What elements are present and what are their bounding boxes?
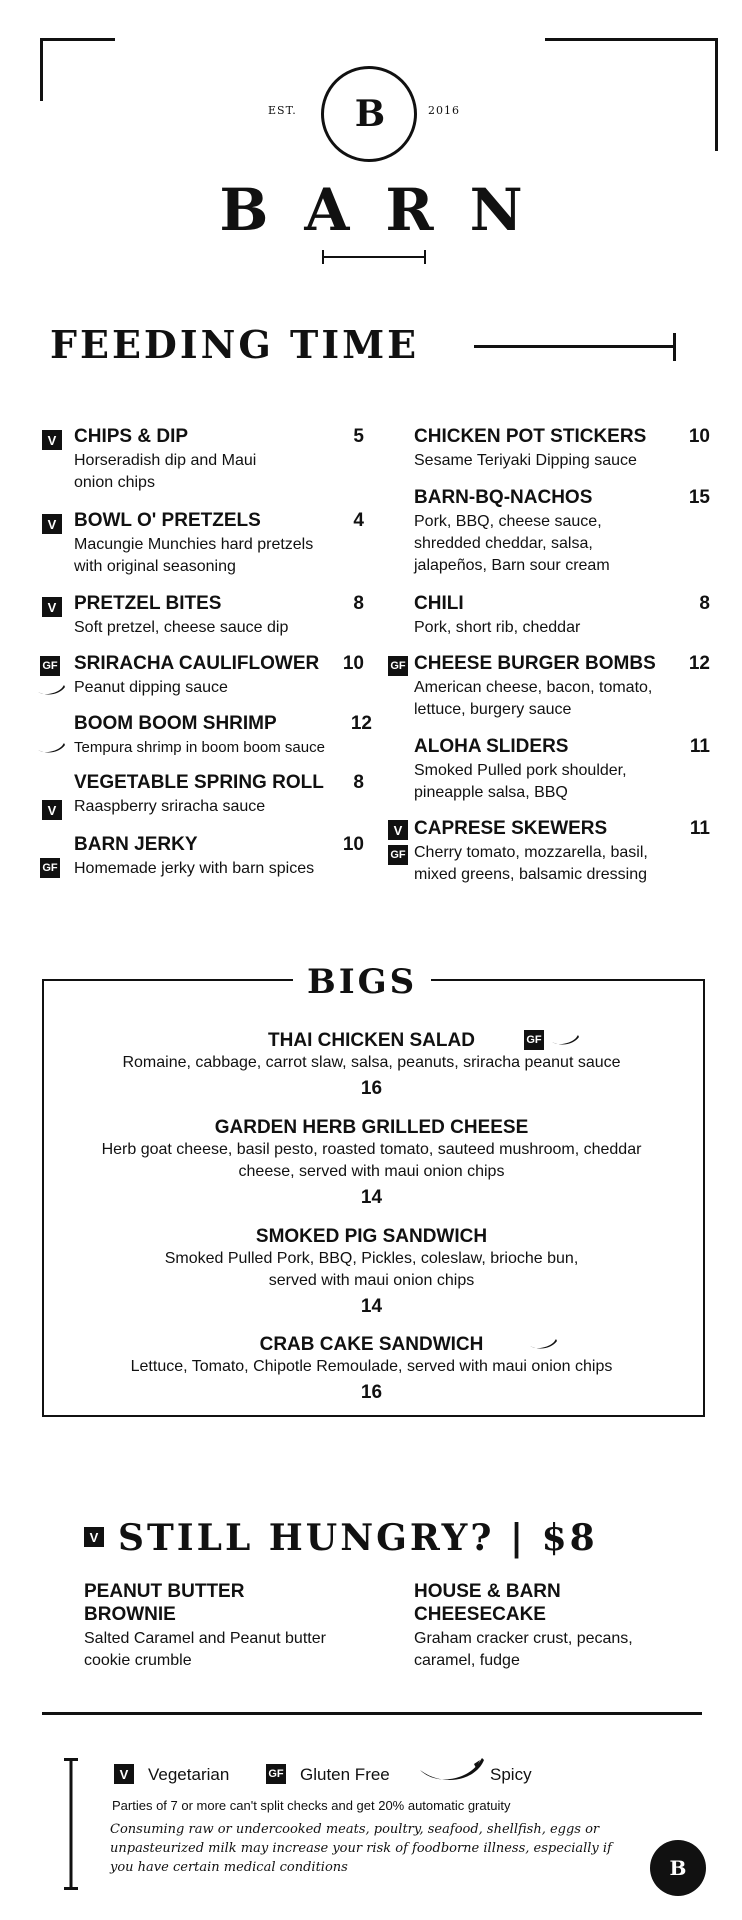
item-name: CHILI bbox=[414, 593, 464, 614]
corner-frame-right bbox=[545, 38, 718, 151]
gluten-free-tag: GF bbox=[40, 656, 60, 676]
item-price: 11 bbox=[689, 818, 710, 839]
item-desc: Soft pretzel, cheese sauce dip bbox=[74, 619, 289, 636]
item-desc: Pork, BBQ, cheese sauce, shredded cheddar, salsa, jalapeños, Barn sour cream bbox=[414, 513, 610, 574]
item-name: SRIRACHA CAULIFLOWER bbox=[74, 653, 320, 674]
item-name: BOWL O' PRETZELS bbox=[74, 510, 261, 531]
item-price: 10 bbox=[688, 426, 710, 447]
bigs-title: BIGS bbox=[293, 962, 431, 1002]
item-name: PRETZEL BITES bbox=[74, 593, 222, 614]
dessert-item bbox=[414, 1580, 684, 1672]
menu-item bbox=[74, 713, 372, 759]
vegetarian-tag: V bbox=[114, 1764, 134, 1784]
item-desc: Raaspberry sriracha sauce bbox=[74, 798, 266, 815]
menu-item bbox=[74, 653, 364, 699]
item-desc: American cheese, bacon, tomato, lettuce, burgery sauce bbox=[414, 679, 653, 718]
bigs-item-desc: Lettuce, Tomato, Chipotle Remoulade, served with maui onion chips bbox=[130, 1358, 613, 1375]
bigs-item bbox=[42, 1117, 701, 1209]
item-name: ALOHA SLIDERS bbox=[414, 736, 569, 757]
bigs-item-name: GARDEN HERB GRILLED CHEESE bbox=[214, 1117, 529, 1138]
item-name: CAPRESE SKEWERS bbox=[414, 818, 608, 839]
item-price: 8 bbox=[353, 772, 364, 793]
item-name: CHICKEN POT STICKERS bbox=[414, 426, 647, 447]
menu-item bbox=[414, 818, 710, 886]
spicy-label: Spicy bbox=[490, 1765, 532, 1784]
item-name: BARN JERKY bbox=[74, 834, 198, 855]
logo-letter: B bbox=[354, 93, 384, 135]
item-name: CHEESE BURGER BOMBS bbox=[414, 653, 656, 674]
bigs-item-desc: Smoked Pulled Pork, BBQ, Pickles, coleslaw, brioche bun, served with maui onion chips bbox=[164, 1250, 579, 1289]
vegetarian-tag: V bbox=[42, 597, 62, 617]
menu-item bbox=[414, 593, 710, 639]
menu-item bbox=[414, 736, 710, 804]
chili-icon bbox=[418, 1756, 486, 1786]
item-price: 15 bbox=[688, 487, 710, 508]
item-name: BOOM BOOM SHRIMP bbox=[74, 713, 277, 734]
still-hungry-title: STILL HUNGRY? | $8 bbox=[118, 1517, 598, 1559]
vegetarian-tag: V bbox=[42, 514, 62, 534]
chili-icon bbox=[528, 1338, 558, 1350]
item-desc: Smoked Pulled pork shoulder, pineapple salsa, BBQ bbox=[414, 762, 627, 801]
gratuity-note: Parties of 7 or more can't split checks and get 20% automatic gratuity bbox=[112, 1798, 511, 1813]
vegetarian-label: Vegetarian bbox=[148, 1765, 230, 1784]
bigs-item bbox=[42, 1030, 701, 1100]
item-desc: Cherry tomato, mozzarella, basil, mixed greens, balsamic dressing bbox=[414, 844, 648, 883]
vegetarian-tag: V bbox=[42, 800, 62, 820]
item-price: 10 bbox=[342, 653, 364, 674]
gluten-free-tag: GF bbox=[388, 845, 408, 865]
item-price: 11 bbox=[689, 736, 710, 757]
item-price: 4 bbox=[353, 510, 364, 531]
bigs-item-desc: Romaine, cabbage, carrot slaw, salsa, peanuts, sriracha peanut sauce bbox=[122, 1054, 621, 1071]
food-safety-disclaimer: Consuming raw or undercooked meats, poultry, seafood, shellfish, eggs or unpasteurized milk may increase your risk of foodborne illness, especially if you have certain medical conditions bbox=[110, 1822, 612, 1875]
est-year: 2016 bbox=[428, 104, 460, 117]
menu-item bbox=[74, 834, 364, 880]
dessert-desc: Graham cracker crust, pecans, caramel, fudge bbox=[414, 1630, 633, 1669]
bracket-icon bbox=[64, 1758, 78, 1890]
gluten-free-tag: GF bbox=[388, 656, 408, 676]
vegetarian-tag: V bbox=[42, 430, 62, 450]
gluten-free-label: Gluten Free bbox=[300, 1765, 390, 1784]
bigs-item-desc: Herb goat cheese, basil pesto, roasted tomato, sauteed mushroom, cheddar cheese, served with maui onion chips bbox=[101, 1141, 642, 1180]
bigs-item-name: THAI CHICKEN SALAD bbox=[268, 1030, 475, 1051]
chili-icon bbox=[550, 1034, 580, 1046]
bigs-item-name: SMOKED PIG SANDWICH bbox=[255, 1226, 488, 1247]
est-label: EST. bbox=[268, 104, 297, 117]
menu-item bbox=[74, 510, 364, 578]
gluten-free-tag: GF bbox=[266, 1764, 286, 1784]
bigs-item-price: 14 bbox=[360, 1187, 383, 1208]
item-desc: Peanut dipping sauce bbox=[74, 679, 228, 696]
gluten-free-tag: GF bbox=[40, 858, 60, 878]
menu-item bbox=[74, 772, 364, 818]
corner-frame-left bbox=[40, 38, 115, 101]
bigs-item bbox=[42, 1334, 701, 1404]
item-price: 5 bbox=[353, 426, 364, 447]
bigs-item-name: CRAB CAKE SANDWICH bbox=[259, 1334, 484, 1355]
footer-logo-letter: B bbox=[669, 1856, 687, 1880]
dessert-name: HOUSE & BARN CHEESECAKE bbox=[414, 1581, 561, 1625]
bigs-item-price: 16 bbox=[360, 1382, 383, 1403]
bigs-item-price: 14 bbox=[360, 1296, 383, 1317]
item-desc: Homemade jerky with barn spices bbox=[74, 860, 315, 877]
gluten-free-tag: GF bbox=[524, 1030, 544, 1050]
item-price: 12 bbox=[688, 653, 710, 674]
menu-item bbox=[414, 487, 710, 577]
item-name: BARN-BQ-NACHOS bbox=[414, 487, 593, 508]
item-desc: Pork, short rib, cheddar bbox=[414, 619, 581, 636]
vegetarian-tag: V bbox=[84, 1527, 104, 1547]
chili-icon bbox=[36, 742, 66, 754]
feeding-time-rule bbox=[474, 345, 676, 348]
bigs-item bbox=[42, 1226, 701, 1318]
bigs-item-price: 16 bbox=[360, 1078, 383, 1099]
brand-underline bbox=[322, 256, 426, 258]
feeding-time-title: FEEDING TIME bbox=[50, 322, 420, 367]
menu-item bbox=[74, 426, 364, 494]
dessert-desc: Salted Caramel and Peanut butter cookie crumble bbox=[84, 1630, 326, 1669]
item-price: 12 bbox=[350, 713, 372, 734]
item-name: VEGETABLE SPRING ROLL bbox=[74, 772, 324, 793]
item-price: 8 bbox=[353, 593, 364, 614]
item-price: 8 bbox=[699, 593, 710, 614]
barn-logo bbox=[321, 66, 417, 162]
dessert-name: PEANUT BUTTER BROWNIE bbox=[84, 1581, 245, 1625]
brand-name: BARN bbox=[219, 176, 559, 244]
dessert-item bbox=[84, 1580, 354, 1672]
item-desc: Tempura shrimp in boom boom sauce bbox=[74, 739, 325, 756]
vegetarian-tag: V bbox=[388, 820, 408, 840]
item-price: 10 bbox=[342, 834, 364, 855]
menu-item bbox=[414, 653, 710, 721]
menu-item bbox=[74, 593, 364, 639]
footer-logo bbox=[650, 1840, 706, 1896]
item-desc: Sesame Teriyaki Dipping sauce bbox=[414, 452, 637, 469]
item-name: CHIPS & DIP bbox=[74, 426, 189, 447]
item-desc: Macungie Munchies hard pretzels with original seasoning bbox=[74, 536, 314, 575]
item-desc: Horseradish dip and Maui onion chips bbox=[74, 452, 257, 491]
chili-icon bbox=[36, 684, 66, 696]
section-divider bbox=[42, 1712, 702, 1715]
menu-item bbox=[414, 426, 710, 472]
